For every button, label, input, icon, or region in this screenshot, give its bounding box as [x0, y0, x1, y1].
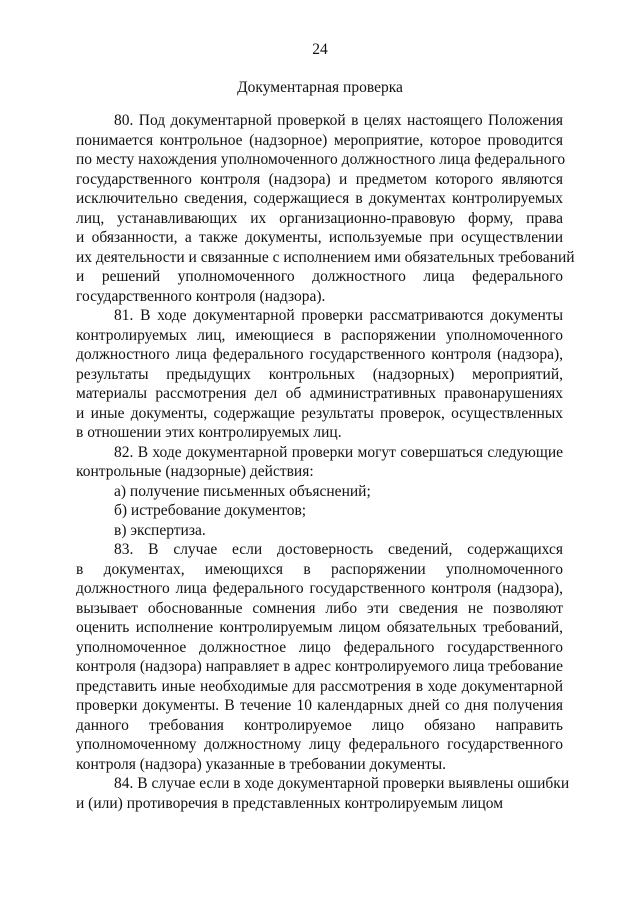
text-line: в документах, имеющихся в распоряжении уполномоченного	[76, 560, 563, 578]
paragraph	[76, 521, 563, 541]
text-line: в) экспертиза.	[114, 521, 206, 539]
text-line: 81. В ходе документарной проверки рассматриваются документы	[114, 307, 563, 324]
section-heading: Документарная проверка	[237, 79, 403, 96]
text-line: 84. В случае если в ходе документарной проверки выявлены ошибки	[114, 775, 570, 792]
text-line: должностного лица федерального государственного контроля (надзора),	[76, 346, 563, 363]
paragraph	[76, 501, 563, 521]
text-line: а) получение письменных объяснений;	[114, 482, 371, 500]
text-line: контроля (надзора) указанные в требовании документы.	[76, 755, 447, 773]
text-line: и (или) противоречия в представленных контролируемым лицом	[76, 794, 504, 812]
text-line: данного требования контролируемое лицо обязано направить	[76, 716, 563, 734]
text-line: контролируемых лиц, имеющиеся в распоряжении уполномоченного	[76, 326, 563, 344]
text-line: 80. Под документарной проверкой в целях настоящего Положения	[114, 112, 563, 129]
page-number: 24	[312, 41, 328, 58]
text-line: в отношении этих контролируемых лиц.	[76, 424, 342, 441]
document-body	[76, 111, 575, 813]
paragraph	[76, 482, 563, 502]
text-line: уполномоченное должностное лицо федерального государственного	[76, 638, 563, 656]
text-line: результаты предыдущих контрольных (надзорных) мероприятий,	[76, 365, 563, 383]
text-line: их деятельности и связанные с исполнением ими обязательных требований	[76, 248, 575, 266]
text-line: 83. В случае если достоверность сведений, содержащихся	[114, 541, 563, 558]
text-line: оценить исполнение контролируемым лицом обязательных требований,	[76, 619, 563, 636]
text-line: вызывает обоснованные сомнения либо эти сведения не позволяют	[76, 599, 563, 617]
text-line: контрольные (надзорные) действия:	[76, 463, 314, 480]
paragraph	[76, 443, 563, 482]
text-line: представить иные необходимые для рассмотрения в ходе документарной	[76, 677, 563, 695]
text-line: проверки документы. В течение 10 календарных дней со дня получения	[76, 697, 563, 714]
paragraph	[76, 306, 563, 443]
text-line: государственного контроля (надзора) и предметом которого являются	[76, 170, 563, 188]
text-line: и иные документы, содержащие результаты проверок, осуществленных	[76, 404, 563, 422]
paragraph	[76, 540, 563, 774]
paragraph	[76, 774, 570, 813]
text-line: уполномоченному должностному лицу федерального государственного	[76, 736, 563, 753]
text-line: и решений уполномоченного должностного лица федерального	[76, 268, 563, 285]
text-line: контроля (надзора) направляет в адрес контролируемого лица требование	[76, 658, 563, 675]
text-line: должностного лица федерального государственного контроля (надзора),	[76, 580, 563, 597]
text-line: 82. В ходе документарной проверки могут совершаться следующие	[114, 443, 563, 461]
text-line: по месту нахождения уполномоченного должностного лица федерального	[76, 151, 566, 168]
text-line: и обязанности, а также документы, используемые при осуществлении	[76, 229, 563, 246]
text-line: материалы рассмотрения дел об административных правонарушениях	[76, 385, 563, 402]
text-line: б) истребование документов;	[114, 502, 307, 519]
text-line: государственного контроля (надзора).	[76, 287, 326, 305]
text-line: исключительно сведения, содержащиеся в документах контролируемых	[76, 190, 563, 207]
text-line: понимается контрольное (надзорное) мероприятие, которое проводится	[76, 131, 563, 149]
paragraph	[76, 111, 575, 306]
text-line: лиц, устанавливающих их организационно-правовую форму, права	[76, 209, 563, 227]
